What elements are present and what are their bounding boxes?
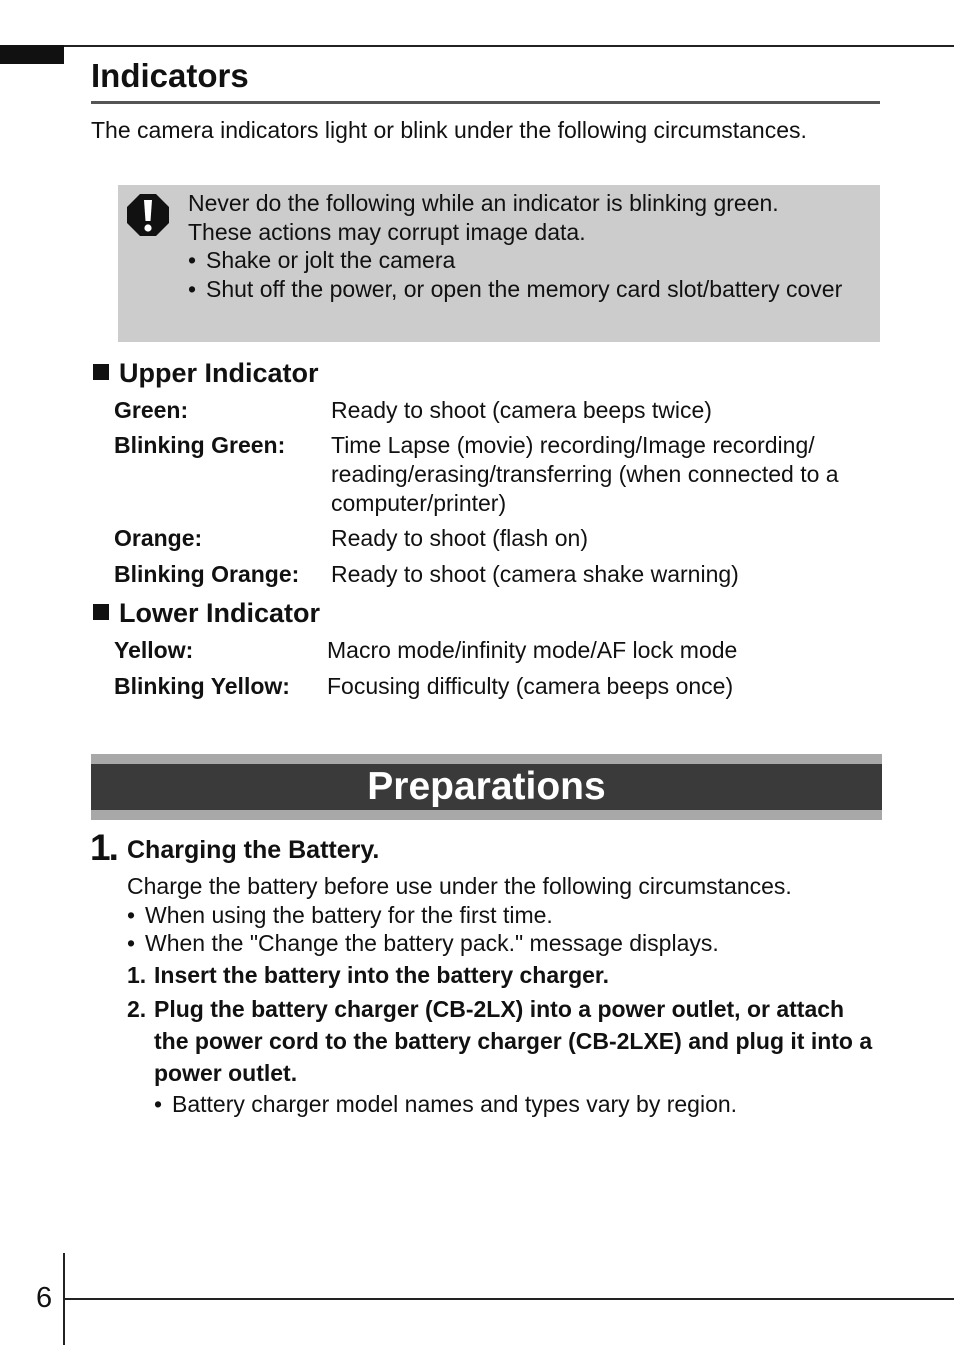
caution-line-2: These actions may corrupt image data. — [188, 218, 586, 245]
indicator-label: Blinking Orange: — [114, 561, 300, 587]
footer-horizontal-rule — [63, 1298, 954, 1300]
indicator-description: Time Lapse (movie) recording/Image recording/ reading/erasing/transferring (when connected to a computer/printer) — [331, 432, 839, 516]
bullet-dot: • — [154, 1091, 163, 1117]
square-bullet-icon — [93, 364, 109, 380]
substep-text: Insert the battery into the battery charger. — [154, 962, 610, 988]
step-bullet — [127, 901, 887, 930]
step-bullet-text: When using the battery for the first time. — [145, 902, 553, 928]
step-bullet-text: When the "Change the battery pack." message displays. — [145, 930, 719, 956]
caution-line-1: Never do the following while an indicator is blinking green. — [188, 190, 779, 216]
bullet-dot: • — [188, 247, 197, 273]
indicator-label: Yellow: — [114, 637, 194, 663]
indicator-description: Ready to shoot (flash on) — [331, 525, 588, 551]
substep-number: 1. — [127, 962, 147, 988]
step-title: Charging the Battery. — [127, 836, 380, 864]
indicator-label: Blinking Yellow: — [114, 673, 290, 699]
caution-text — [188, 189, 868, 303]
substep-text: Plug the battery charger (CB-2LX) into a power outlet, or attach the power cord to the battery charger (CB-2LXE) and plug it into a power outlet. — [154, 996, 873, 1086]
step-bullet — [127, 929, 887, 958]
upper-indicator-title: Upper Indicator — [119, 358, 319, 388]
top-tab-marker — [0, 45, 64, 64]
preparations-band-bottom — [91, 810, 882, 820]
note-text: Battery charger model names and types vary by region. — [172, 1091, 738, 1117]
bullet-dot: • — [127, 902, 136, 928]
indicator-description: Focusing difficulty (camera beeps once) — [327, 673, 734, 699]
lower-indicator-title: Lower Indicator — [119, 598, 321, 628]
step-number: 1. — [90, 827, 117, 868]
heading-underline — [91, 101, 880, 104]
substep-number: 2. — [127, 996, 147, 1022]
indicator-description: Ready to shoot (camera beeps twice) — [331, 397, 712, 423]
caution-bullet-text: Shake or jolt the camera — [206, 247, 456, 273]
upper-indicator-heading — [93, 357, 319, 389]
caution-bullet — [188, 275, 868, 304]
bullet-dot: • — [188, 275, 197, 302]
bullet-dot: • — [127, 930, 136, 956]
indicators-intro: The camera indicators light or blink under the following circumstances. — [91, 117, 807, 143]
top-rule — [0, 45, 954, 47]
indicators-heading: Indicators — [91, 57, 249, 94]
indicator-description: Ready to shoot (camera shake warning) — [331, 561, 739, 587]
indicator-label: Orange: — [114, 525, 203, 551]
indicator-label: Green: — [114, 397, 189, 423]
square-bullet-icon — [93, 604, 109, 620]
caution-bullet — [188, 246, 868, 275]
caution-icon — [126, 193, 170, 237]
page-number: 6 — [36, 1282, 53, 1314]
step-intro: Charge the battery before use under the following circumstances. — [127, 873, 792, 899]
preparations-band-top — [91, 754, 882, 764]
lower-indicator-heading — [93, 597, 320, 629]
caution-bullet-text: Shut off the power, or open the memory card slot/battery cover — [206, 275, 843, 302]
indicator-description: Macro mode/infinity mode/AF lock mode — [327, 637, 738, 663]
preparations-heading: Preparations — [367, 765, 606, 808]
caution-box — [118, 185, 880, 342]
indicator-label: Blinking Green: — [114, 432, 286, 458]
note-bullet — [154, 1090, 879, 1119]
